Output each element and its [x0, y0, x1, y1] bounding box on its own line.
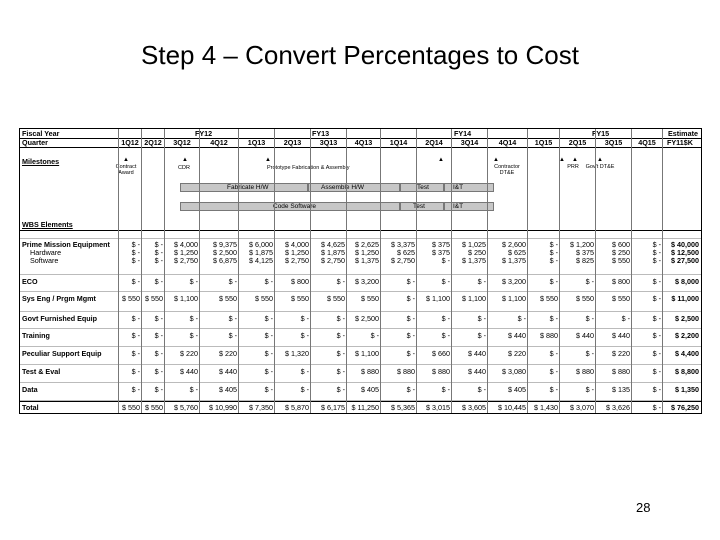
cost-cell: $ 440: [468, 349, 486, 358]
cost-cell: $ 800: [612, 277, 630, 286]
cost-cell: $ 1,250: [174, 248, 198, 257]
estimate-cell: $ 8,800: [675, 367, 699, 376]
cost-cell: $ -: [228, 314, 237, 323]
quarter-3q12: 3Q12: [173, 138, 191, 147]
cost-cell: $ -: [406, 314, 415, 323]
cost-cell: $ -: [154, 331, 163, 340]
quarter-3q13: 3Q13: [319, 138, 338, 147]
cost-cell: $ -: [585, 385, 594, 394]
cost-cell: $ -: [131, 385, 140, 394]
cost-cell: $ -: [131, 248, 140, 257]
cost-cell: $ 550: [291, 294, 309, 303]
cost-cell: $ 440: [219, 367, 237, 376]
cost-cell: $ 550: [145, 403, 163, 412]
cost-cell: $ -: [441, 385, 450, 394]
cost-cell: $ -: [406, 331, 415, 340]
slide-number: 28: [636, 500, 651, 515]
cost-cell: $ -: [300, 385, 309, 394]
cost-cell: $ 550: [576, 294, 594, 303]
estimate-cell: $ 1,350: [675, 385, 699, 394]
cost-cell: $ -: [264, 349, 273, 358]
cost-cell: $ -: [621, 314, 630, 323]
cost-cell: $ -: [585, 314, 594, 323]
cost-cell: $ 1,100: [174, 294, 198, 303]
cost-cell: $ 2,600: [502, 240, 526, 249]
cost-cell: $ 135: [612, 385, 630, 394]
cost-cell: $ 3,200: [355, 277, 379, 286]
cost-cell: $ -: [264, 314, 273, 323]
cost-cell: $ 550: [219, 294, 237, 303]
cost-cell: $ 2,625: [355, 240, 379, 249]
estimate-cell: $ 12,500: [671, 248, 699, 257]
cost-cell: $ -: [406, 277, 415, 286]
fy15-label: FY15: [592, 129, 610, 138]
cost-cell: $ -: [228, 277, 237, 286]
quarter-2q13: 2Q13: [283, 138, 302, 147]
quarter-label: Quarter: [22, 138, 48, 147]
cost-cell: $ -: [652, 248, 661, 257]
cost-cell: $ -: [477, 385, 486, 394]
cost-cell: $ -: [477, 331, 486, 340]
cost-cell: $ -: [549, 256, 558, 265]
cost-cell: $ 1,250: [285, 248, 309, 257]
cost-cell: $ -: [189, 385, 198, 394]
cost-cell: $ -: [517, 314, 526, 323]
cost-cell: $ 405: [508, 385, 526, 394]
triangle-icon: ▲: [182, 157, 188, 163]
milestone-contractor-dte: Contractor DT&E: [494, 164, 520, 176]
cost-cell: $ -: [300, 367, 309, 376]
cost-cell: $ -: [652, 240, 661, 249]
cost-cell: $ -: [549, 349, 558, 358]
cost-cell: $ 1,100: [462, 294, 486, 303]
bar-hw-it: I&T: [444, 183, 494, 192]
milestone-contract-award: Contract Award: [115, 164, 137, 176]
milestone-govt-dte: Gov't DT&E: [585, 164, 615, 170]
row-label: Prime Mission Equipment: [22, 240, 110, 249]
cost-cell: $ 550: [327, 294, 345, 303]
cost-cell: $ 2,500: [355, 314, 379, 323]
milestones-label: Milestones: [22, 157, 60, 166]
cost-cell: $ 4,000: [174, 240, 198, 249]
cost-cell: $ -: [652, 403, 661, 412]
cost-cell: $ 550: [255, 294, 273, 303]
cost-cell: $ -: [154, 314, 163, 323]
cost-cell: $ 220: [508, 349, 526, 358]
cost-cell: $ -: [441, 331, 450, 340]
cost-cell: $ 3,605: [462, 403, 486, 412]
cost-cell: $ -: [549, 314, 558, 323]
bar-sw-test: Test: [400, 202, 444, 211]
row-label: ECO: [22, 277, 38, 286]
row-label: Test & Eval: [22, 367, 61, 376]
cost-cell: $ 1,250: [355, 248, 379, 257]
cost-cell: $ -: [264, 385, 273, 394]
row-label: Peculiar Support Equip: [22, 349, 102, 358]
quarter-1q14: 1Q14: [389, 138, 408, 147]
cost-cell: $ -: [131, 277, 140, 286]
estimate-cell: $ 40,000: [671, 240, 699, 249]
milestone-prototype: Prototype Fabrication & Assembly: [267, 165, 350, 171]
cost-cell: $ 825: [576, 256, 594, 265]
cost-cell: $ 440: [576, 331, 594, 340]
cost-cell: $ 5,365: [391, 403, 415, 412]
fiscal-year-label: Fiscal Year: [22, 129, 60, 138]
estimate-cell: $ 27,500: [671, 256, 699, 265]
cost-cell: $ 250: [612, 248, 630, 257]
cost-cell: $ -: [300, 314, 309, 323]
cost-cell: $ 1,875: [321, 248, 345, 257]
cost-cell: $ -: [336, 331, 345, 340]
milestone-cdr: CDR: [178, 165, 190, 171]
cost-cell: $ 550: [122, 403, 140, 412]
row-label: Training: [22, 331, 50, 340]
quarter-3q14: 3Q14: [460, 138, 479, 147]
cost-cell: $ 2,750: [321, 256, 345, 265]
cost-cell: $ -: [652, 349, 661, 358]
cost-cell: $ 2,500: [213, 248, 237, 257]
cost-cell: $ -: [336, 385, 345, 394]
cost-cell: $ -: [406, 385, 415, 394]
cost-cell: $ -: [585, 349, 594, 358]
estimate-unit: FY11$K: [667, 138, 693, 147]
estimate-label: Estimate: [668, 129, 698, 138]
cost-cell: $ 1,875: [249, 248, 273, 257]
milestone-prr: PRR: [567, 164, 579, 170]
cost-cell: $ 660: [432, 349, 450, 358]
quarter-4q13: 4Q13: [354, 138, 373, 147]
cost-cell: $ -: [652, 367, 661, 376]
cost-spreadsheet: [19, 128, 702, 414]
cost-cell: $ 880: [361, 367, 379, 376]
row-label: Total: [22, 403, 39, 412]
cost-cell: $ -: [406, 349, 415, 358]
cost-cell: $ 4,625: [321, 240, 345, 249]
cost-cell: $ 5,760: [174, 403, 198, 412]
cost-cell: $ 3,626: [606, 403, 630, 412]
estimate-cell: $ 11,000: [671, 294, 699, 303]
cost-cell: $ 880: [612, 367, 630, 376]
cost-cell: $ 550: [612, 256, 630, 265]
quarter-3q15: 3Q15: [604, 138, 623, 147]
cost-cell: $ 1,375: [355, 256, 379, 265]
cost-cell: $ -: [441, 256, 450, 265]
cost-cell: $ 10,990: [209, 403, 237, 412]
row-label: Govt Furnished Equip: [22, 314, 98, 323]
bar-sw-it: I&T: [444, 202, 494, 211]
cost-cell: $ 375: [432, 240, 450, 249]
cost-cell: $ 6,875: [213, 256, 237, 265]
cost-cell: $ 9,375: [213, 240, 237, 249]
cost-cell: $ -: [549, 248, 558, 257]
cost-cell: $ 1,100: [502, 294, 526, 303]
cost-cell: $ -: [189, 314, 198, 323]
cost-cell: $ -: [264, 367, 273, 376]
cost-cell: $ -: [154, 349, 163, 358]
cost-cell: $ -: [441, 314, 450, 323]
cost-cell: $ 3,070: [570, 403, 594, 412]
cost-cell: $ 880: [576, 367, 594, 376]
cost-cell: $ 2,750: [285, 256, 309, 265]
cost-cell: $ -: [336, 367, 345, 376]
triangle-icon: ▲: [493, 157, 499, 163]
quarter-2q12: 2Q12: [144, 138, 162, 147]
cost-cell: $ -: [549, 277, 558, 286]
cost-cell: $ -: [131, 240, 140, 249]
cost-cell: $ -: [549, 240, 558, 249]
cost-cell: $ -: [154, 256, 163, 265]
cost-cell: $ 10,445: [498, 403, 526, 412]
cost-cell: $ -: [131, 256, 140, 265]
cost-cell: $ -: [264, 331, 273, 340]
cost-cell: $ -: [336, 314, 345, 323]
cost-cell: $ -: [549, 385, 558, 394]
estimate-cell: $ 8,000: [675, 277, 699, 286]
triangle-icon: ▲: [265, 157, 271, 163]
cost-cell: $ -: [652, 314, 661, 323]
estimate-cell: $ 4,400: [675, 349, 699, 358]
cost-cell: $ -: [652, 294, 661, 303]
cost-cell: $ -: [652, 256, 661, 265]
cost-cell: $ 880: [397, 367, 415, 376]
cost-cell: $ 440: [508, 331, 526, 340]
cost-cell: $ -: [406, 294, 415, 303]
cost-cell: $ 3,080: [502, 367, 526, 376]
bar-hw-test: Test: [400, 183, 444, 192]
fy12-label: FY12: [195, 129, 213, 138]
cost-cell: $ -: [336, 349, 345, 358]
bar-assemble-hw: Assemble H/W: [308, 183, 400, 192]
cost-cell: $ 800: [291, 277, 309, 286]
cost-cell: $ 440: [612, 331, 630, 340]
cost-cell: $ 1,375: [502, 256, 526, 265]
triangle-icon: ▲: [123, 157, 129, 163]
cost-cell: $ -: [336, 277, 345, 286]
cost-cell: $ 7,350: [249, 403, 273, 412]
cost-cell: $ 6,175: [321, 403, 345, 412]
cost-cell: $ 3,375: [391, 240, 415, 249]
cost-cell: $ 375: [576, 248, 594, 257]
wbs-elements-label: WBS Elements: [22, 220, 73, 229]
estimate-cell: $ 2,200: [675, 331, 699, 340]
bar-fabricate-hw: Fabricate H/W: [180, 183, 308, 192]
row-label: Software: [30, 256, 59, 265]
cost-cell: $ 550: [540, 294, 558, 303]
cost-cell: $ -: [131, 367, 140, 376]
cost-cell: $ -: [370, 331, 379, 340]
cost-cell: $ 405: [219, 385, 237, 394]
fy14-label: FY14: [454, 129, 472, 138]
cost-cell: $ 3,015: [426, 403, 450, 412]
cost-cell: $ 1,025: [462, 240, 486, 249]
estimate-cell: $ 76,250: [671, 403, 699, 412]
cost-cell: $ -: [477, 314, 486, 323]
cost-cell: $ 220: [180, 349, 198, 358]
fy13-label: FY13: [312, 129, 330, 138]
cost-cell: $ -: [154, 277, 163, 286]
cost-cell: $ -: [549, 367, 558, 376]
quarter-1q15: 1Q15: [534, 138, 553, 147]
cost-cell: $ 250: [468, 248, 486, 257]
cost-cell: $ 880: [540, 331, 558, 340]
cost-cell: $ 375: [432, 248, 450, 257]
cost-cell: $ -: [189, 331, 198, 340]
cost-cell: $ -: [154, 240, 163, 249]
cost-cell: $ 2,750: [174, 256, 198, 265]
cost-cell: $ 405: [361, 385, 379, 394]
cost-cell: $ 5,870: [285, 403, 309, 412]
cost-cell: $ -: [652, 331, 661, 340]
cost-cell: $ 11,250: [351, 403, 379, 412]
cost-cell: $ -: [264, 277, 273, 286]
row-label: Sys Eng / Prgm Mgmt: [22, 294, 96, 303]
row-label: Hardware: [30, 248, 62, 257]
cost-cell: $ -: [131, 349, 140, 358]
cost-cell: $ -: [131, 314, 140, 323]
cost-cell: $ -: [154, 367, 163, 376]
cost-cell: $ 3,200: [502, 277, 526, 286]
quarter-2q14: 2Q14: [425, 138, 443, 147]
cost-cell: $ -: [477, 277, 486, 286]
cost-cell: $ 440: [468, 367, 486, 376]
cost-cell: $ 220: [612, 349, 630, 358]
cost-cell: $ -: [300, 331, 309, 340]
bar-code-software: Code Software: [180, 202, 400, 211]
cost-cell: $ 1,100: [355, 349, 379, 358]
slide-title: Step 4 – Convert Percentages to Cost: [141, 40, 579, 70]
quarter-1q13: 1Q13: [247, 138, 266, 147]
cost-cell: $ 1,320: [285, 349, 309, 358]
cost-cell: $ 4,000: [285, 240, 309, 249]
cost-cell: $ 1,375: [462, 256, 486, 265]
cost-cell: $ -: [228, 331, 237, 340]
quarter-4q15: 4Q15: [638, 138, 656, 147]
cost-cell: $ 550: [145, 294, 163, 303]
cost-cell: $ 550: [361, 294, 379, 303]
cost-cell: $ 600: [612, 240, 630, 249]
cost-cell: $ 1,100: [426, 294, 450, 303]
quarter-1q12: 1Q12: [121, 138, 139, 147]
cost-cell: $ 550: [612, 294, 630, 303]
quarter-2q15: 2Q15: [568, 138, 587, 147]
cost-cell: $ -: [131, 331, 140, 340]
triangle-icon: ▲: [572, 157, 578, 163]
cost-cell: $ 550: [122, 294, 140, 303]
cost-cell: $ -: [154, 385, 163, 394]
cost-cell: $ 880: [432, 367, 450, 376]
cost-cell: $ -: [652, 385, 661, 394]
cost-cell: $ -: [585, 277, 594, 286]
triangle-icon: ▲: [438, 157, 444, 163]
cost-cell: $ 6,000: [249, 240, 273, 249]
row-label: Data: [22, 385, 38, 394]
triangle-icon: ▲: [597, 157, 603, 163]
triangle-icon: ▲: [559, 157, 565, 163]
cost-cell: $ 625: [508, 248, 526, 257]
cost-cell: $ 440: [180, 367, 198, 376]
cost-cell: $ 220: [219, 349, 237, 358]
cost-cell: $ -: [189, 277, 198, 286]
cost-cell: $ 2,750: [391, 256, 415, 265]
cost-cell: $ 1,430: [534, 403, 558, 412]
quarter-4q12: 4Q12: [210, 138, 228, 147]
estimate-cell: $ 2,500: [675, 314, 699, 323]
cost-cell: $ 4,125: [249, 256, 273, 265]
cost-cell: $ -: [652, 277, 661, 286]
cost-cell: $ -: [154, 248, 163, 257]
cost-cell: $ -: [441, 277, 450, 286]
cost-cell: $ 625: [397, 248, 415, 257]
cost-cell: $ 1,200: [570, 240, 594, 249]
quarter-4q14: 4Q14: [498, 138, 517, 147]
